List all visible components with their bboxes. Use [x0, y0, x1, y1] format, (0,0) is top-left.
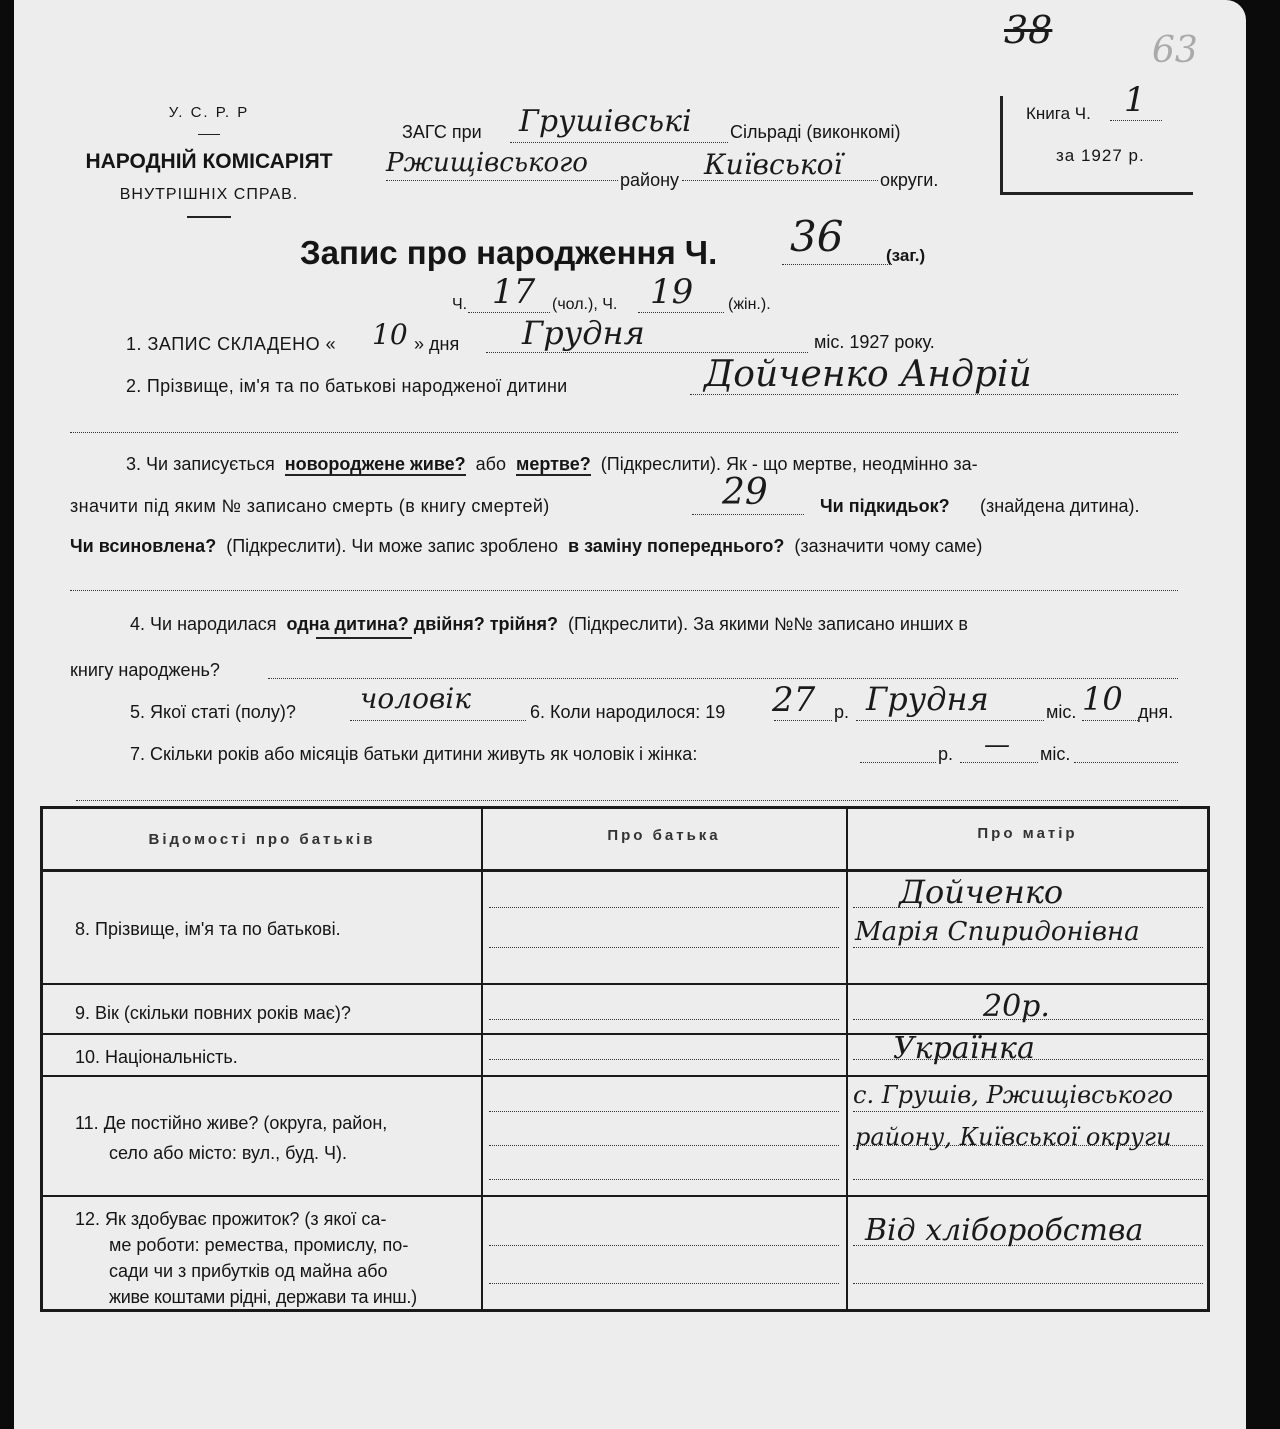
document-page: [14, 0, 1246, 1429]
binder-hole-2: [0, 530, 14, 560]
q7-r: р.: [938, 744, 954, 764]
q2-value: Дойченко Андрій: [704, 354, 1032, 395]
q4-options: одна дитина? двійня? трійня?: [286, 614, 558, 634]
q1-month: Грудня: [522, 314, 645, 352]
row12-label-4: живе коштами рідні, держави та инш.): [109, 1287, 417, 1307]
q7-years-line: [860, 748, 936, 763]
book-year: за 1927 р.: [1056, 146, 1145, 165]
table-header-line: [43, 869, 1207, 872]
row12-label-3: сади чи з прибутків од майна або: [109, 1261, 388, 1281]
row8-mother-name: Марія Спиридонівна: [855, 917, 1140, 947]
q3-l1e: (Підкреслити). Як - що мертве, неодмінно за-: [600, 454, 978, 474]
zags-okruha-label: округи.: [880, 170, 939, 190]
q3-l3b: (Підкреслити). Чи може запис зроблено: [226, 536, 558, 556]
q3-l2c: (знайдена дитина).: [980, 496, 1140, 516]
row12-mother-line-2: [853, 1269, 1203, 1284]
q5-value: чоловік: [360, 682, 471, 715]
zags-village: Грушівські: [519, 104, 692, 139]
q4-underline: [316, 637, 412, 639]
row8-label: 8. Прізвище, ім'я та по батькові.: [75, 919, 341, 939]
row11-mother-address-2: району, Київської округи: [855, 1123, 1172, 1151]
q4-l2: книгу народжень?: [70, 660, 220, 680]
record-suffix: (заг.): [886, 246, 926, 265]
zags-council: Сільраді (виконкомі): [730, 122, 901, 142]
binder-hole-3: [0, 890, 14, 920]
header-divider-2: [187, 216, 231, 218]
q3-l1a: 3. Чи записується: [126, 454, 275, 474]
q6-month: Грудня: [866, 680, 989, 718]
header-divider: [198, 134, 220, 135]
q6-label: 6. Коли народилося: 19: [530, 702, 726, 722]
q7-line-3: [76, 786, 1178, 801]
row12-father-line-1: [489, 1231, 839, 1246]
table-row-line-4: [43, 1195, 1207, 1197]
row10-label: 10. Національність.: [75, 1047, 238, 1067]
q1-suffix: міс. 1927 року.: [814, 332, 935, 352]
sub-male-num: 17: [492, 272, 536, 312]
row11-father-line-3: [489, 1165, 839, 1180]
header-mother: Про матір: [977, 825, 1078, 842]
q4-l1a: 4. Чи народилася: [130, 614, 277, 634]
q6-day: 10: [1082, 680, 1123, 718]
q3-l1c: або: [475, 454, 507, 474]
q1-prefix: 1. ЗАПИС СКЛАДЕНО «: [126, 334, 337, 354]
sub-ch: Ч.: [452, 296, 468, 313]
header-department: ВНУТРІШНІХ СПРАВ.: [119, 186, 299, 203]
row9-label: 9. Вік (скільки повних років має)?: [75, 1003, 351, 1023]
row8-father-line-2: [489, 933, 839, 948]
row11-mother-line-3: [853, 1165, 1203, 1180]
row12-father-line-2: [489, 1269, 839, 1284]
record-number: 36: [790, 212, 844, 261]
binder-hole-1: [0, 76, 14, 106]
zags-okruha-value: Київської: [704, 148, 843, 181]
q3-adopted: Чи всиновлена?: [70, 536, 217, 556]
sub-male-label: (чол.), Ч.: [552, 296, 618, 313]
q5-label: 5. Якої статі (полу)?: [130, 702, 296, 722]
row11-label-2: село або місто: вул., буд. Ч).: [109, 1143, 347, 1163]
zags-prefix: ЗАГС при: [402, 122, 482, 142]
binder-hole-4: [0, 1330, 14, 1360]
q3-line-4: [70, 576, 1178, 591]
header-parents-info: Відомості про батьків: [148, 831, 376, 848]
table-row-line-3: [43, 1075, 1207, 1077]
q7-dash: —: [984, 730, 1010, 760]
q3-dead-option: мертве?: [516, 454, 591, 474]
row11-label-1: 11. Де постійно живе? (округа, район,: [75, 1113, 388, 1133]
row11-father-line-1: [489, 1097, 839, 1112]
q2-label: 2. Прізвище, ім'я та по батькові народженої дитини: [126, 376, 568, 396]
row8-mother-surname: Дойченко: [899, 873, 1064, 911]
q6-year: 27: [772, 680, 816, 720]
row11-mother-address-1: с. Грушів, Ржищівського: [853, 1081, 1173, 1109]
q3-alive-option: новороджене живе?: [284, 454, 466, 474]
crossed-page-number: 38: [1004, 8, 1053, 52]
q3-line3: [70, 536, 982, 557]
q7-line-2: [1074, 748, 1178, 763]
pencil-page-number: 63: [1152, 30, 1198, 71]
row9-mother-age: 20р.: [983, 989, 1050, 1024]
row12-label-1: 12. Як здобуває прожиток? (з якої са-: [75, 1209, 387, 1229]
parents-table: [40, 806, 1210, 1312]
q4-l1c: (Підкреслити). За якими №№ записано инших в: [568, 614, 968, 634]
row12-label-2: ме роботи: ремества, промислу, по-: [109, 1235, 409, 1255]
q2-line-2: [70, 418, 1178, 433]
header-commissariat: НАРОДНІЙ КОМІСАРІЯТ: [85, 150, 333, 173]
q3-l2a: значити під яким № записано смерть (в книгу смертей): [70, 496, 550, 516]
q7-label: 7. Скільки років або місяців батьки дитини живуть як чоловік і жінка:: [130, 744, 698, 764]
q6-mis: міс.: [1046, 702, 1077, 722]
q7-mis: міс.: [1040, 744, 1071, 764]
q6-r: р.: [834, 702, 850, 722]
table-col-line-2: [846, 809, 848, 1309]
q4-line-2: [268, 664, 1178, 679]
row8-father-line-1: [489, 893, 839, 908]
q3-line1: [126, 454, 978, 475]
q1-day: 10: [372, 318, 408, 351]
record-title: Запис про народження Ч.: [300, 234, 718, 271]
row10-father-line: [489, 1045, 839, 1060]
q3-death-no: 29: [722, 472, 768, 513]
sub-female-label: (жін.).: [728, 296, 771, 313]
book-label: Книга Ч.: [1026, 104, 1091, 123]
q3-foundling: Чи підкидьок?: [820, 496, 950, 516]
q4-line1: [130, 614, 968, 635]
q3-l3d: (зазначити чому саме): [794, 536, 983, 556]
sub-female-num: 19: [650, 272, 694, 312]
table-col-line-1: [481, 809, 483, 1309]
table-row-line-1: [43, 983, 1207, 985]
row9-father-line: [489, 1005, 839, 1020]
q1-mid: » дня: [414, 334, 460, 354]
q6-dnya: дня.: [1138, 702, 1174, 722]
zags-raion-value: Ржищівського: [386, 148, 588, 178]
zags-raion-label: району: [620, 170, 680, 190]
row11-father-line-2: [489, 1131, 839, 1146]
row12-mother-occupation: Від хліборобства: [865, 1213, 1144, 1248]
header-state: У. С. Р. Р: [168, 104, 250, 121]
q3-replacement: в заміну попереднього?: [568, 536, 785, 556]
header-father: Про батька: [607, 827, 721, 844]
row10-mother-nationality: Українка: [893, 1031, 1035, 1066]
book-number: 1: [1124, 80, 1146, 120]
